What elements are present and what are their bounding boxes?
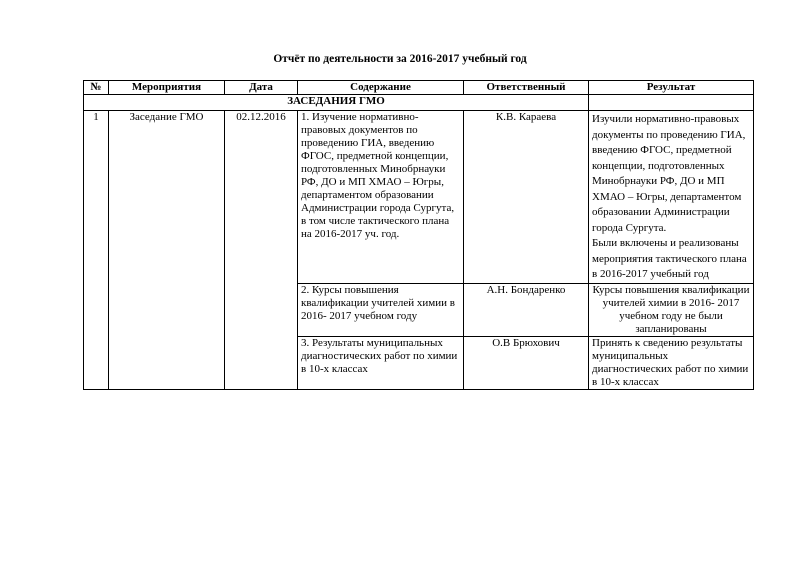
column-header-number: №	[84, 81, 109, 95]
item-result	[589, 111, 754, 284]
column-header-responsible: Ответственный	[464, 81, 589, 95]
column-header-date: Дата	[225, 81, 298, 95]
section-row	[84, 95, 754, 111]
column-header-result: Результат	[589, 81, 754, 95]
item-content: 1. Изучение нормативно-правовых документов по проведению ГИА, введению ФГОС, предметной концепции, подготовленных Минобрнауки РФ, ДО и МП ХМАО – Югры, департаментом образовании Администрации города Сургута, в том числе тактического плана на 2016-2017 уч. год.	[298, 111, 464, 284]
item-result: Курсы повышения квалификации учителей химии в 2016- 2017 учебном году не были запланированы	[589, 283, 754, 336]
item-result-text: Изучили нормативно-правовых документы по проведению ГИА, введению ФГОС, предметной концепции, подготовленных Минобрнауки РФ, ДО и МП ХМАО – Югры, департаментом образовании Администрации города Сургута.	[592, 113, 746, 234]
event-date: 02.12.2016	[225, 111, 298, 390]
column-header-events: Мероприятия	[109, 81, 225, 95]
table-row	[84, 111, 754, 284]
item-result: Принять к сведению результаты муниципальных диагностических работ по химии в 10-х классах	[589, 336, 754, 389]
document-title: Отчёт по деятельности за 2016-2017 учебный год	[273, 53, 527, 65]
item-responsible: А.Н. Бондаренко	[464, 283, 589, 336]
item-responsible: О.В Брюхович	[464, 336, 589, 389]
event-number: 1	[84, 111, 109, 390]
item-content: 3. Результаты муниципальных диагностических работ по химии в 10-х классах	[298, 336, 464, 389]
report-table	[83, 80, 754, 390]
section-title: ЗАСЕДАНИЯ ГМО	[84, 95, 589, 111]
event-name: Заседание ГМО	[109, 111, 225, 390]
section-empty-cell	[589, 95, 754, 111]
item-content: 2. Курсы повышения квалификации учителей химии в 2016- 2017 учебном году	[298, 283, 464, 336]
item-result-extra: Были включены и реализованы мероприятия тактического плана в 2016-2017 учебный год	[592, 237, 747, 280]
table-header-row	[84, 81, 754, 95]
column-header-content: Содержание	[298, 81, 464, 95]
item-responsible: К.В. Караева	[464, 111, 589, 284]
